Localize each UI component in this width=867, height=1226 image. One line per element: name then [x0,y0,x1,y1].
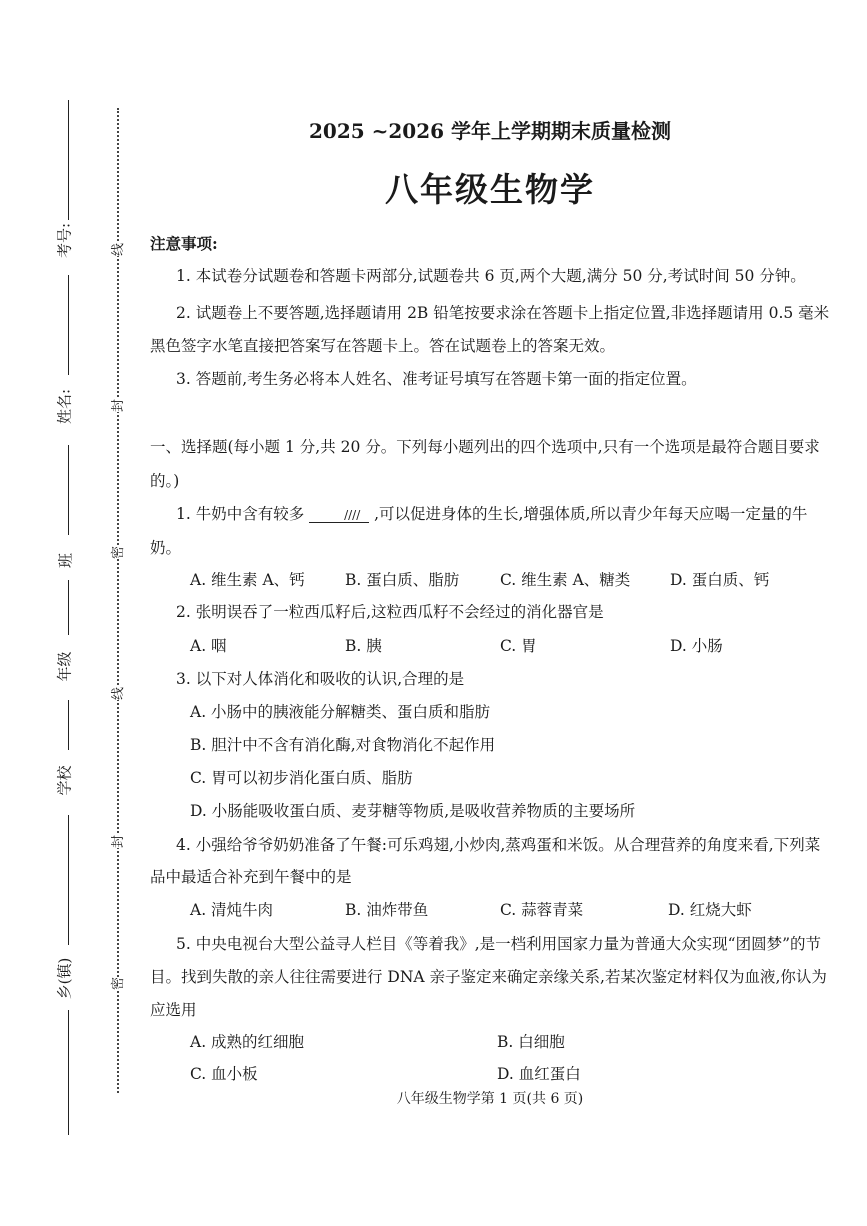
option: D. 蛋白质、钙 [670,571,770,589]
notice-item: 2. 试题卷上不要答题,选择题请用 2B 铅笔按要求涂在答题卡上指定位置,非选择题请用 0.5 毫米黑色签字水笔直接把答案写在答题卡上。答在试题卷上的答案无效。 [150,304,830,355]
option: C. 胃 [500,637,537,655]
margin-line [68,580,69,635]
exam-title: 2025 ~2026 学年上学期期末质量检测 [308,119,671,143]
option: D. 血红蛋白 [497,1065,581,1083]
class-label: 班 [56,553,75,569]
notice-item: 1. 本试卷分试题卷和答题卡两部分,试题卷共 6 页,两个大题,满分 50 分,考试时间 50 分钟。 [176,267,806,285]
seal-mark: 封 [107,399,126,412]
option: A. 小肠中的胰液能分解糖类、蛋白质和脂肪 [190,703,491,721]
margin-line [68,700,69,750]
option: B. 白细胞 [497,1033,565,1051]
margin-line [68,100,69,220]
margin-line [68,445,69,535]
exam-no-label: 考号: [55,222,74,259]
section-heading: 一、选择题(每小题 1 分,共 20 分。下列每小题列出的四个选项中,只有一个选项是最符合题目要求的。) [150,438,820,490]
question-1-text: 1. 牛奶中含有较多 [176,505,305,523]
question-5-stem: 5. 中央电视台大型公益寻人栏目《等着我》,是一档利用国家力量为普通大众实现“团圆梦”的节目。找到失散的亲人往往需要进行 DNA 亲子鉴定来确定亲缘关系,若某次鉴定材料仅为血液,你认为应选用 [150,935,827,1019]
option: C. 胃可以初步消化蛋白质、脂肪 [190,769,413,787]
name-label: 姓名: [55,388,74,425]
question-1-text: ,可以促进身体的生长,增强体质,所以青少年每天应喝一定量的牛奶。 [150,505,808,557]
option: D. 小肠 [670,637,723,655]
school-label: 学校 [55,765,74,796]
seal-mark: 线 [107,687,126,700]
seal-mark: 线 [107,243,126,256]
option: A. 咽 [190,637,227,655]
seal-mark: 封 [107,835,126,848]
question-1-stem [150,497,830,565]
option: A. 清炖牛肉 [190,901,274,919]
option: D. 小肠能吸收蛋白质、麦芽糖等物质,是吸收营养物质的主要场所 [190,802,636,820]
notice-item: 3. 答题前,考生务必将本人姓名、准考证号填写在答题卡第一面的指定位置。 [176,370,697,388]
option: C. 维生素 A、糖类 [500,571,631,589]
option: C. 蒜蓉青菜 [500,901,584,919]
margin-line [68,1010,69,1135]
margin-line [68,815,69,945]
seal-mark: 密 [107,546,126,559]
option: B. 蛋白质、脂肪 [345,571,460,589]
margin-line [68,275,69,375]
page-footer: 八年级生物学第 1 页(共 6 页) [396,1091,584,1107]
subject-title: 八年级生物学 [385,170,595,209]
option: A. 维生素 A、钙 [190,571,305,589]
option: A. 成熟的红细胞 [190,1033,305,1051]
option: B. 胰 [345,637,382,655]
notice-heading: 注意事项: [150,234,218,253]
question-3-stem: 3. 以下对人体消化和吸收的认识,合理的是 [176,670,465,688]
question-2-stem: 2. 张明误吞了一粒西瓜籽后,这粒西瓜籽不会经过的消化器官是 [176,603,604,621]
seal-mark: 密 [107,977,126,990]
option: D. 红烧大虾 [668,901,752,919]
option: C. 血小板 [190,1065,258,1083]
option: B. 油炸带鱼 [345,901,429,919]
answer-blank: //// [309,508,369,523]
option: B. 胆汁中不含有消化酶,对食物消化不起作用 [190,736,496,754]
question-4-stem: 4. 小强给爷爷奶奶准备了午餐:可乐鸡翅,小炒肉,蒸鸡蛋和米饭。从合理营养的角度来看,下列菜品中最适合补充到午餐中的是 [150,836,821,886]
grade-label: 年级 [55,651,74,682]
township-label: 乡(镇) [55,957,74,1000]
